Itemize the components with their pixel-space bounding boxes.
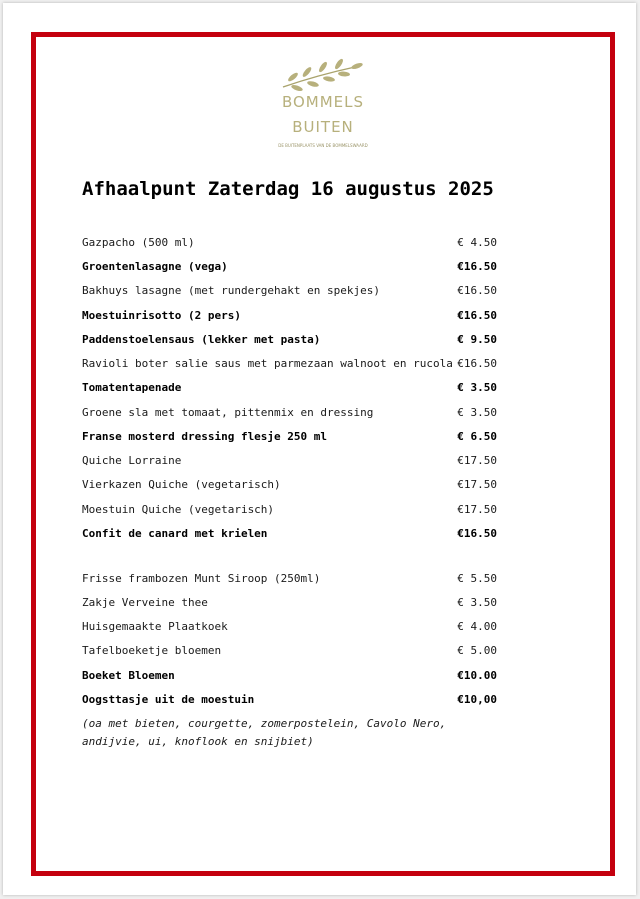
menu-item-price: €16.50 [457,284,497,297]
page-title: Afhaalpunt Zaterdag 16 augustus 2025 [82,178,494,200]
menu-item-price: €17.50 [457,503,497,516]
menu-item-name: Oogsttasje uit de moestuin [82,693,255,706]
menu-item-price: € 5.00 [457,644,497,657]
menu-item-price: € 3.50 [457,596,497,609]
menu-item-price: €16.50 [457,309,497,322]
menu-item [82,595,497,611]
menu-item [82,571,497,587]
menu-item [82,356,497,372]
menu-item [82,429,497,445]
menu-item-name: Huisgemaakte Plaatkoek [82,620,228,633]
menu-item-price: €16.50 [457,357,497,370]
menu-item-price: €10.00 [457,669,497,682]
oogsttasje-note: (oa met bieten, courgette, zomerpostelein, Cavolo Nero, andijvie, ui, knoflook en snijbiet) [82,717,447,748]
menu-item-name: Groene sla met tomaat, pittenmix en dressing [82,406,374,419]
menu-item [82,308,497,324]
menu-item-price: €16.50 [457,260,497,273]
menu-item-name: Frisse frambozen Munt Siroop (250ml) [82,572,321,585]
olive-branch-icon [273,57,373,93]
menu-item [82,332,497,348]
logo-text-line2: BUITEN [292,118,354,136]
menu-item [82,453,497,469]
menu-item-name: Zakje Verveine thee [82,596,208,609]
menu-item-name: Gazpacho (500 ml) [82,236,195,249]
menu-item [82,283,497,299]
menu-item-price: € 6.50 [457,430,497,443]
menu-item-price: € 3.50 [457,381,497,394]
menu-item [82,235,497,251]
menu-item [82,477,497,493]
menu-item [82,405,497,421]
logo-tagline: DE BUITENPLAATS VAN DE BOMMELSWAARD [278,143,368,148]
menu-item-price: € 4.00 [457,620,497,633]
menu-item-name: Moestuin Quiche (vegetarisch) [82,503,275,516]
menu-item-price: € 4.50 [457,236,497,249]
menu-item [82,668,497,684]
menu-item [82,692,497,708]
menu-item-name: Franse mosterd dressing flesje 250 ml [82,430,328,443]
menu-item [82,259,497,275]
menu-item-name: Tafelboeketje bloemen [82,644,222,657]
menu-item-price: €16.50 [457,527,497,540]
menu-item [82,619,497,635]
logo [273,57,373,153]
menu-item-name: Quiche Lorraine [82,454,182,467]
document-page [3,3,636,895]
menu-item-name: Bakhuys lasagne (met rundergehakt en spekjes) [82,284,381,297]
logo-text-line1: BOMMELS [281,93,365,111]
menu-item-name: Boeket Bloemen [82,669,175,682]
menu-item-price: € 9.50 [457,333,497,346]
menu-item-price: €10,00 [457,693,497,706]
menu-item-name: Paddenstoelensaus (lekker met pasta) [82,333,321,346]
menu-item-name: Ravioli boter salie saus met parmezaan walnoot en rucola [82,357,453,370]
menu-item-price: € 3.50 [457,406,497,419]
menu-item-name: Groentenlasagne (vega) [82,260,228,273]
menu-item-name: Confit de canard met krielen [82,527,268,540]
menu-item [82,526,497,542]
menu-item [82,643,497,659]
menu-item-price: € 5.50 [457,572,497,585]
menu-item-price: €17.50 [457,478,497,491]
menu-item [82,380,497,396]
menu-item-name: Tomatentapenade [82,381,182,394]
menu-item-price: €17.50 [457,454,497,467]
menu-item [82,502,497,518]
menu-item-name: Vierkazen Quiche (vegetarisch) [82,478,281,491]
menu-item-name: Moestuinrisotto (2 pers) [82,309,241,322]
